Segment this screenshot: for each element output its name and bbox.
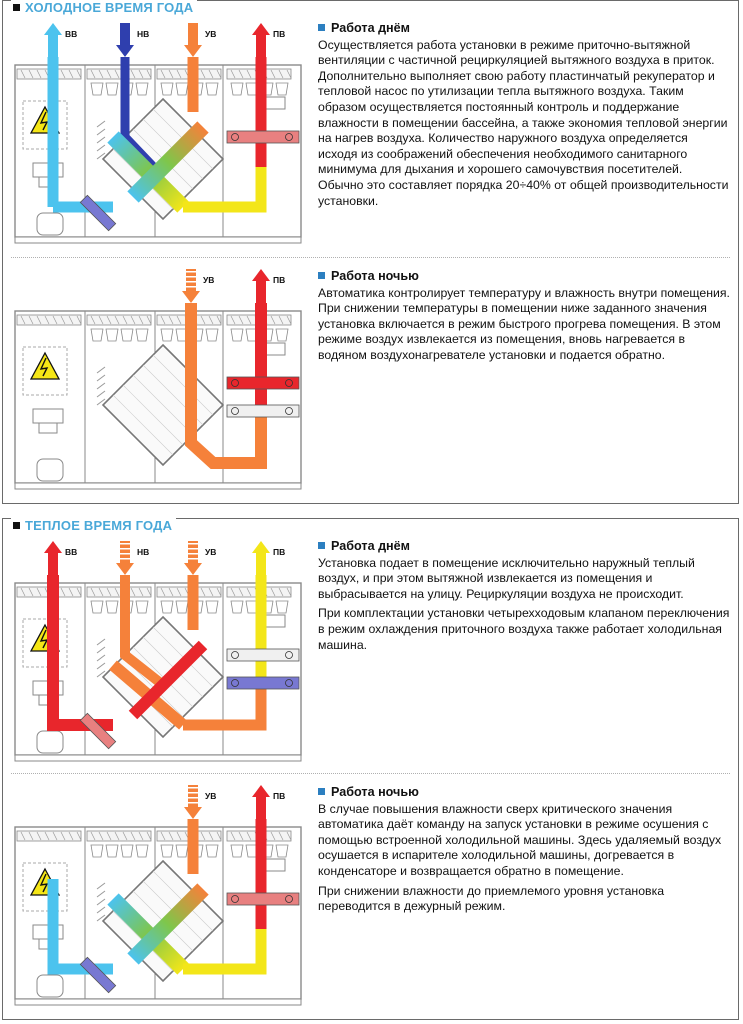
cold-divider (11, 257, 730, 258)
arrow-head (182, 291, 200, 303)
arrow-stripe (188, 787, 198, 789)
arrow-head (184, 45, 202, 57)
arrow-head (44, 541, 62, 553)
arrow-shaft (188, 23, 198, 45)
warm-day-paragraph-2: При комплектации установки четырехходовым клапаном переключения в режим охлаждения приточного воздуха также работает холодильная машина. (318, 606, 730, 652)
filter-cup (106, 601, 118, 613)
filter-cup (176, 83, 188, 95)
cold-night-paragraph: Автоматика контролирует температуру и влажность внутри помещения. При снижении температуры в помещении ниже заданного значения установка включается в режим быстрого прогрева помещения. В этом режиме воздух извлекается из помещения, вновь нагревается в водяном воздухонагревателе установки и подается обратно. (318, 285, 730, 362)
filter-cup (121, 329, 133, 341)
warm-night-paragraph-1: В случае повышения влажности сверх критического значения автоматика даёт команду на запуск установки в режиме осушения с помощью встроенной холодильной машины. Здесь удаляемый воздух осушается в испарителе холодильной машины, догревается в конденсаторе и возвращается обратно в помещение. (318, 801, 722, 878)
unit-base (15, 755, 301, 761)
cold-night-heading-text: Работа ночью (331, 269, 419, 283)
filter-cup (276, 845, 288, 857)
arrow-stripe (186, 271, 196, 273)
arrow-stripe (120, 558, 130, 560)
compressor (37, 459, 63, 481)
unit-base (15, 483, 301, 489)
warm-day-diagram (13, 535, 313, 775)
filter-cup (91, 329, 103, 341)
supply-arrow (252, 541, 270, 575)
filter-cup (276, 83, 288, 95)
arrow-stripe (186, 276, 196, 278)
arrow-shaft (256, 281, 266, 303)
filter-cup (106, 845, 118, 857)
extract-arrow (184, 785, 202, 819)
warm-night-diagram (13, 779, 313, 1019)
filter-cup (176, 845, 188, 857)
cooler-coil (227, 405, 299, 417)
cooler-coil (227, 677, 299, 689)
filter-cup (231, 83, 243, 95)
arrow-head (44, 23, 62, 35)
filter-cup (176, 601, 188, 613)
outdoor-arrow (116, 541, 134, 575)
cold-title-text: ХОЛОДНОЕ ВРЕМЯ ГОДА (25, 0, 194, 15)
cold-season-section (2, 0, 739, 504)
label-uv: УВ (205, 791, 217, 801)
filter-cup (161, 83, 173, 95)
unit-base (15, 999, 301, 1005)
arrow-stripe (188, 558, 198, 560)
arrow-shaft (120, 23, 130, 45)
warm-night-heading-text: Работа ночью (331, 785, 419, 799)
arrow-head (252, 785, 270, 797)
arrow-stripe (188, 802, 198, 804)
arrow-stripe (120, 553, 130, 555)
warm-night-heading (318, 785, 730, 801)
condenser-coil (227, 893, 299, 905)
label-pv: ПВ (273, 791, 286, 801)
cold-night-diagram (13, 263, 313, 503)
arrow-stripe (120, 548, 130, 550)
compressor (37, 213, 63, 235)
label-pv: ПВ (273, 275, 286, 285)
warm-night-paragraph-2: При снижении влажности до приемлемого уровня установка переводится в дежурный режим. (318, 883, 665, 914)
cold-season-title (11, 0, 197, 15)
arrow-head (184, 563, 202, 575)
heater-coil (227, 377, 299, 389)
compressor (37, 731, 63, 753)
warm-season-title (11, 518, 176, 533)
warm-day-paragraph-1: Установка подает в помещение исключительно наружный теплый воздух, и при этом вытяжной извлекается из помещения и выбрасывается на улицу. Рециркуляции воздуха не происходит. (318, 555, 695, 601)
filter-cup (231, 329, 243, 341)
cold-day-paragraph: Осуществляется работа установки в режиме приточно-вытяжной вентиляции с частичной рециркуляцией вытяжного воздуха в приток. Дополнительно выполняет свою работу пластинчатый рекуператор и тепловой насос по утилизации тепла вытяжного воздуха. Таким образом осуществляется постоянный контроль и поддержание влажности в помещении бассейна, а также экономия тепловой энергии на нагрев воздуха. Количество наружного воздуха определяется исходя из соображений обеспечения необходимого санитарного минимума для дыхания и хорошего самочувствия посетителей. Обычно это составляет порядка 20÷40% от общей производительности установки. (318, 37, 729, 208)
arrow-head (252, 541, 270, 553)
arrow-head (116, 563, 134, 575)
arrow-stripe (188, 543, 198, 545)
cold-day-heading-text: Работа днём (331, 21, 410, 35)
heater-coil (227, 131, 299, 143)
arrow-stripe (120, 543, 130, 545)
arrow-head (184, 807, 202, 819)
label-uv: УВ (203, 275, 215, 285)
warm-season-section (2, 518, 739, 1020)
fan-motor (33, 409, 63, 423)
filter-cup (231, 845, 243, 857)
exhaust-arrow (44, 23, 62, 57)
arrow-stripe (188, 792, 198, 794)
filter-cup (161, 601, 173, 613)
filter-cup (91, 601, 103, 613)
label-vv: ВВ (65, 547, 78, 557)
filter-cup (206, 601, 218, 613)
label-uv: УВ (205, 547, 217, 557)
filter-cup (276, 601, 288, 613)
cold-night-text (318, 269, 730, 368)
arrow-shaft (256, 35, 266, 57)
arrow-shaft (256, 797, 266, 819)
supply-arrow (252, 23, 270, 57)
cold-day-heading (318, 21, 730, 37)
warm-title-text: ТЕПЛОЕ ВРЕМЯ ГОДА (25, 518, 173, 533)
filter-cup (136, 601, 148, 613)
label-vv: ВВ (65, 29, 78, 39)
warm-day-heading (318, 539, 730, 555)
filter-cup (206, 845, 218, 857)
arrow-shaft (256, 553, 266, 575)
filter-cup (136, 329, 148, 341)
filter-cup (161, 329, 173, 341)
label-nv: НВ (137, 547, 150, 557)
extract-arrow (184, 23, 202, 57)
heater-coil (227, 649, 299, 661)
cold-day-text (318, 21, 730, 213)
cold-day-diagram (13, 17, 313, 257)
arrow-stripe (186, 286, 196, 288)
extract-arrow (184, 541, 202, 575)
arrow-stripe (186, 281, 196, 283)
filter-cup (231, 601, 243, 613)
warm-day-text (318, 539, 730, 657)
warm-day-heading-text: Работа днём (331, 539, 410, 553)
label-uv: УВ (205, 29, 217, 39)
arrow-head (252, 269, 270, 281)
supply-arrow (252, 785, 270, 819)
arrow-shaft (48, 553, 58, 575)
exhaust-arrow (44, 541, 62, 575)
filter-cup (91, 83, 103, 95)
supply-arrow (252, 269, 270, 303)
filter-cup (106, 83, 118, 95)
filter-cup (91, 845, 103, 857)
arrow-shaft (48, 35, 58, 57)
filter-cup (206, 329, 218, 341)
label-pv: ПВ (273, 29, 286, 39)
arrow-stripe (188, 797, 198, 799)
filter-cup (161, 845, 173, 857)
outdoor-arrow (116, 23, 134, 57)
arrow-stripe (188, 548, 198, 550)
arrow-head (116, 45, 134, 57)
label-pv: ПВ (273, 547, 286, 557)
cold-night-heading (318, 269, 730, 285)
extract-arrow (182, 269, 200, 303)
label-nv: НВ (137, 29, 150, 39)
filter-cup (206, 83, 218, 95)
warm-night-text (318, 785, 730, 919)
arrow-stripe (188, 553, 198, 555)
warm-divider (11, 773, 730, 774)
filter-cup (136, 845, 148, 857)
filter-cup (106, 329, 118, 341)
arrow-head (252, 23, 270, 35)
fan-housing (39, 423, 57, 433)
compressor (37, 975, 63, 997)
filter-cup (121, 845, 133, 857)
filter-cup (276, 329, 288, 341)
unit-base (15, 237, 301, 243)
filter-cup (136, 83, 148, 95)
